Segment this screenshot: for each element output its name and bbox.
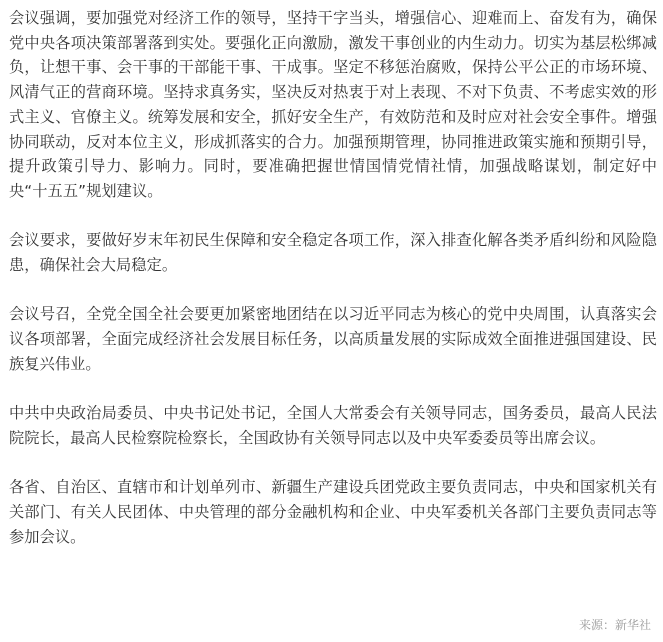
paragraph-call-to-unite: 会议号召，全党全国全社会要更加紧密地团结在以习近平同志为核心的党中央周围，认真落实会议各项部署，全面完成经济社会发展目标任务，以高质量发展的实际成效全面推进强国建设、民族复兴伟业。 xyxy=(9,305,657,373)
paragraph-strengthen-leadership: 会议强调，要加强党对经济工作的领导，坚持干字当头，增强信心、迎难而上、奋发有为，确保党中央各项决策部署落到实处。要强化正向激励，激发干事创业的内生动力。切实为基层松绑减负，让想干事、会干事的干部能干事、干成事。坚定不移惩治腐败，保持公平公正的市场环境、风清气正的营商环境。坚持求真务实，坚决反对热衷于对上表现、不对下负责、不考虑实效的形式主义、官僚主义。统筹发展和安全，抓好安全生产，有效防范和及时应对社会安全事件。增强协同联动，反对本位主义，形成抓落实的合力。加强预期管理，协同推进政策实施和预期引导，提升政策引导力、影响力。同时，要准确把握世情国情党情社情，加强战略谋划，制定好中央“十五五”规划建议。 xyxy=(9,9,657,200)
source-credit: 来源：新华社 xyxy=(578,618,651,632)
article-body xyxy=(9,6,657,574)
paragraph-livelihood-security: 会议要求，要做好岁末年初民生保障和安全稳定各项工作，深入排查化解各类矛盾纠纷和风险隐患，确保社会大局稳定。 xyxy=(9,231,657,275)
paragraph-participants: 各省、自治区、直辖市和计划单列市、新疆生产建设兵团党政主要负责同志，中央和国家机关有关部门、有关人民团体、中央管理的部分金融机构和企业、中央军委机关各部门主要负责同志等参加会议。 xyxy=(9,478,657,546)
paragraph-attendees: 中共中央政治局委员、中央书记处书记，全国人大常委会有关领导同志，国务委员，最高人民法院院长，最高人民检察院检察长，全国政协有关领导同志以及中央军委委员等出席会议。 xyxy=(9,404,657,447)
